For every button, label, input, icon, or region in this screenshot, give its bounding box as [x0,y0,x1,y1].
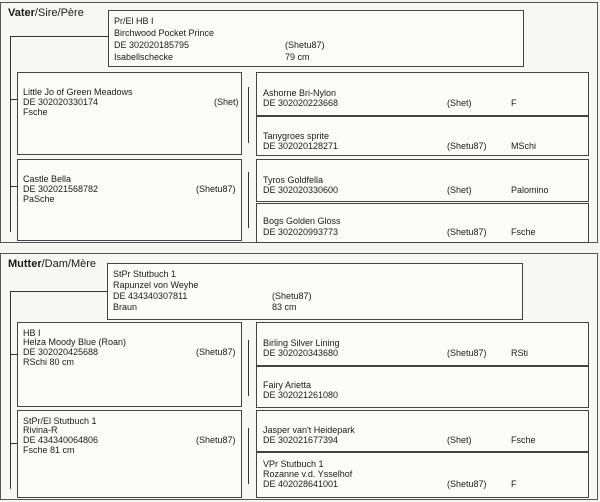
dam-gp-4-breeder: (Shetu87) [447,479,487,489]
sire-gp-4-color: Fsche [511,227,536,237]
dam-gp-vertical-1 [248,340,249,396]
sire-main-box [108,10,524,67]
sire-gp-vertical-1 [248,87,249,143]
sire-gp-4-name: Bogs Golden Gloss [263,216,341,226]
dam-parent-2-color: Fsche 81 cm [23,445,75,455]
dam-color: Braun [113,302,138,312]
sire-parent-2-name: Castle Bella [23,174,72,184]
sire-name: Birchwood Pocket Prince [114,28,215,38]
dam-gp-vertical-2 [248,428,249,484]
dam-parent-1-reg: DE 302020425688 [23,347,99,357]
dam-parent-1-grade: HB I [23,328,41,338]
sire-color: Isabellschecke [114,52,174,62]
dam-gp-3-color: Fsche [511,435,536,445]
sire-gp-2-color: MSchi [511,141,537,151]
sire-gp-1-color: F [511,98,517,108]
sire-gp-3-reg: DE 302020330600 [263,185,339,195]
sire-parent-2-reg: DE 302021568782 [23,184,99,194]
dam-breeder: (Shetu87) [272,291,312,301]
sire-gp-3-breeder: (Shet) [447,185,472,195]
sire-grandparent-box-1 [256,72,589,116]
sire-parent-2-color: PaSche [23,194,55,204]
dam-connector-top [10,291,107,292]
dam-gp-2-reg: DE 302021261080 [263,390,339,400]
sire-gp-1-breeder: (Shet) [447,98,472,108]
sire-gp-vertical-2 [248,172,249,228]
dam-gp-4-grade: VPr Stutbuch 1 [263,459,324,469]
dam-gp-2-name: Fairy Arietta [263,380,312,390]
dam-gp-3-breeder: (Shet) [447,435,472,445]
sire-gp-2-breeder: (Shetu87) [447,141,487,151]
dam-parent-2-breeder: (Shetu87) [196,435,236,445]
dam-gp-4-name: Rozanne v.d. Ysselhof [263,469,353,479]
dam-main-box [107,263,523,320]
sire-connector-top [10,36,108,37]
sire-gp-4-reg: DE 302020993773 [263,227,339,237]
dam-parent-box-1 [17,322,242,407]
dam-parent-box-2 [17,410,242,498]
sire-grandparent-box-3 [256,159,589,202]
dam-gp-1-color: RSti [511,348,529,358]
sire-reg: DE 302020185795 [114,40,190,50]
dam-parent-1-color: RSchi 80 cm [23,357,75,367]
dam-connector-vertical [10,291,11,489]
dam-gp-3-reg: DE 302021677394 [263,435,339,445]
dam-gp-1-reg: DE 302020343680 [263,348,339,358]
dam-height: 83 cm [272,302,297,312]
dam-parent-1-breeder: (Shetu87) [196,347,236,357]
sire-connector-vertical [10,36,11,232]
sire-parent-box-2 [17,159,242,241]
sire-parent-1-color: Fsche [23,107,48,117]
dam-grandparent-box-4 [256,452,589,498]
dam-name: Rapunzel von Weyhe [113,280,199,290]
sire-gp-3-color: Palomino [511,185,549,195]
sire-gp-1-reg: DE 302020223668 [263,98,339,108]
dam-grandparent-box-2 [256,366,589,408]
sire-grade: Pr/El HB I [114,16,154,26]
sire-gp-4-breeder: (Shetu87) [447,227,487,237]
dam-gp-3-name: Jasper van't Heidepark [263,425,355,435]
dam-grandparent-box-1 [256,322,589,366]
dam-parent-2-reg: DE 434340064806 [23,435,99,445]
dam-parent-2-grade: StPr/El Stutbuch 1 [23,416,97,426]
sire-gp-2-name: Tanygroes sprite [263,131,330,141]
dam-grandparent-box-3 [256,410,589,452]
sire-breeder: (Shetu87) [285,40,325,50]
sire-parent-2-breeder: (Shetu87) [196,184,236,194]
sire-grandparent-box-4 [256,203,589,243]
sire-section-title: Vater/Sire/Père [8,7,84,19]
sire-grandparent-box-2 [256,116,589,156]
dam-gp-1-name: Birling Silver Lining [263,338,340,348]
sire-parent-1-breeder: (Shet) [214,97,239,107]
dam-section-title: Mutter/Dam/Mère [8,258,97,270]
dam-gp-1-breeder: (Shetu87) [447,348,487,358]
dam-parent-1-name: Helza Moody Blue (Roan) [23,337,127,347]
dam-gp-4-reg: DE 402028641001 [263,479,339,489]
sire-gp-3-name: Tyros Goldfella [263,175,324,185]
sire-parent-1-name: Little Jo of Green Meadows [23,87,133,97]
sire-height: 79 cm [285,52,310,62]
dam-grade: StPr Stutbuch 1 [113,269,177,279]
sire-parent-1-reg: DE 302020330174 [23,97,99,107]
sire-gp-2-reg: DE 302020128271 [263,141,339,151]
dam-reg: DE 434340307811 [113,291,188,301]
sire-gp-1-name: Ashorne Bri-Nylon [263,88,337,98]
dam-gp-4-color: F [511,479,517,489]
sire-parent-box-1 [17,72,242,155]
dam-parent-2-name: Rivina-R [23,425,58,435]
